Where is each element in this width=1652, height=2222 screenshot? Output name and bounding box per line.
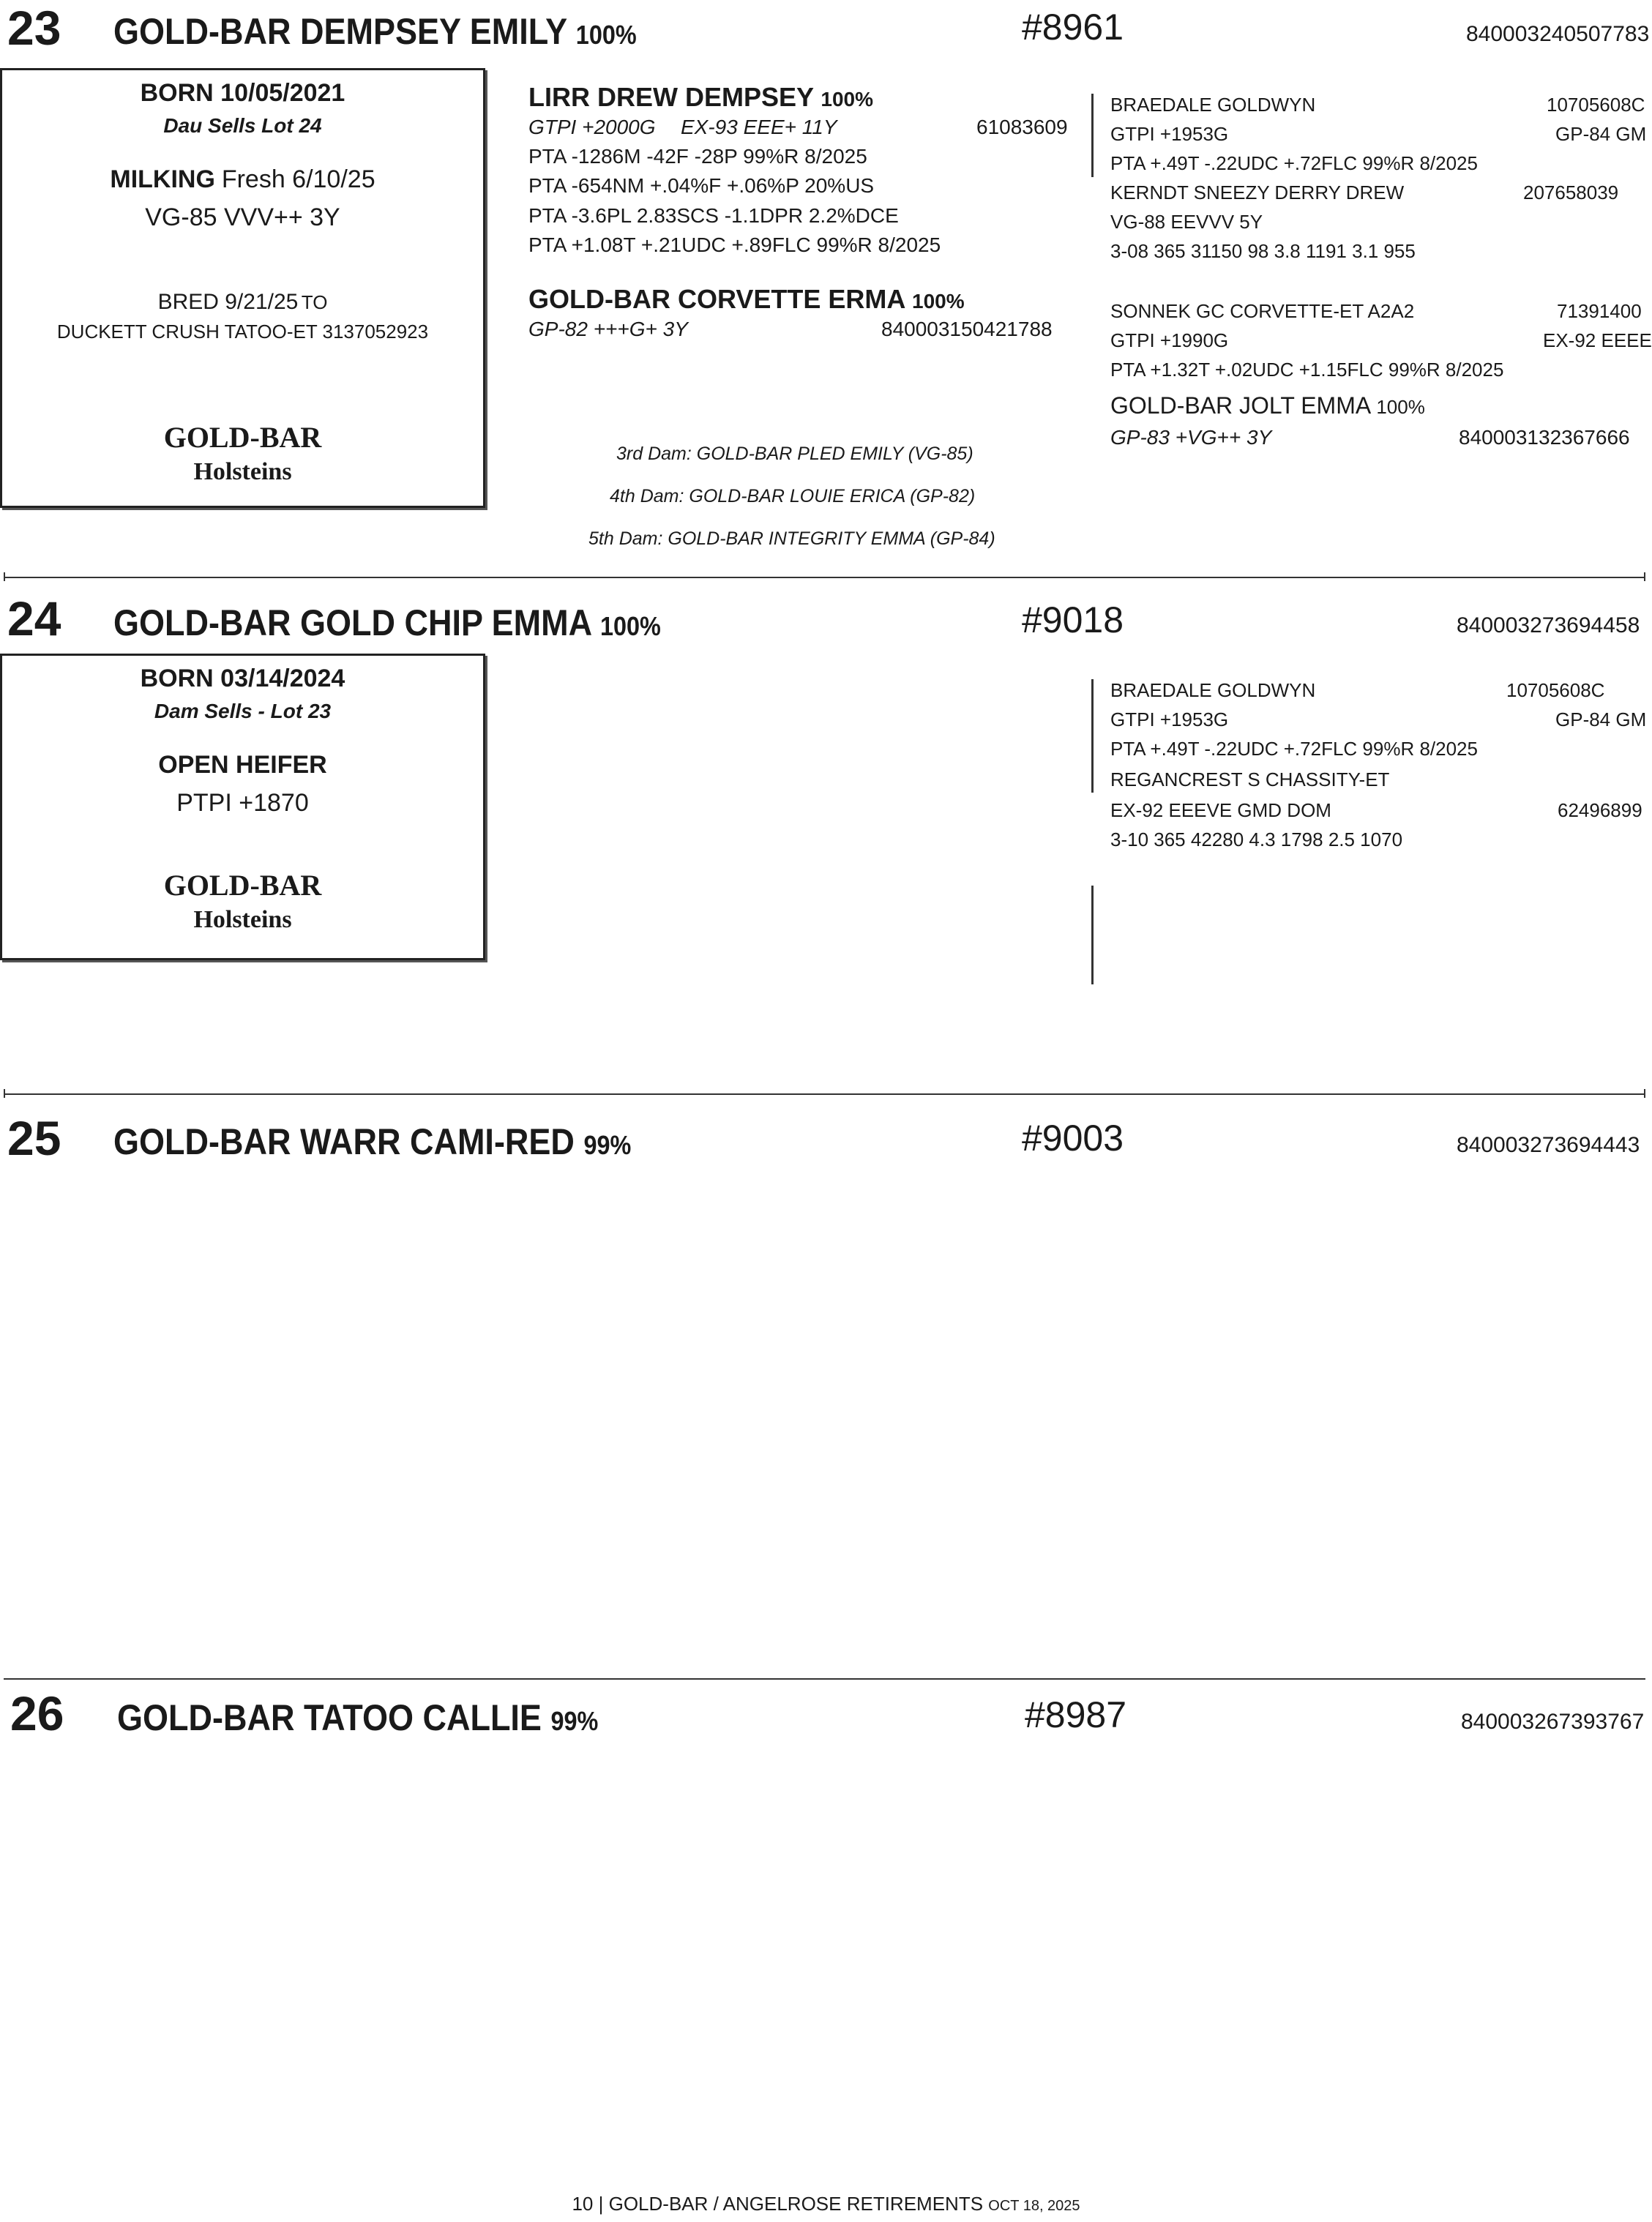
bred-label: BRED 9/21/25 [157,290,299,314]
lot-name [113,13,637,50]
lot-name [117,1699,598,1736]
dam-classification: GP-82 +++G+ 3Y [528,318,688,340]
sire-gtpi: GTPI +2000G [528,116,656,138]
paternal-grandsire-reg: 10705608C [1547,94,1645,116]
lot-rfid: 840003273694458 [1457,613,1640,637]
lot-percent: 99% [583,1130,632,1160]
lot-name-text: GOLD-BAR WARR CAMI-RED [113,1121,575,1162]
milking-label: MILKING [110,165,215,193]
divider-tick [4,1089,5,1098]
sire-classification: EX-93 EEE+ 11Y [681,116,837,138]
farm-logo-subtitle: Holsteins [193,458,292,485]
born-date: BORN 03/14/2024 [140,665,345,692]
dam-name [528,284,965,315]
lot-note: Dau Sells Lot 24 [163,114,322,137]
farm-logo-subtitle: Holsteins [193,906,292,933]
maternal-grandsire-pta: PTA +1.32T +.02UDC +1.15FLC 99%R 8/2025 [1110,359,1504,381]
lot-rfid: 840003240507783 [1466,22,1650,46]
paternal-grandsire-pta: PTA +.49T -.22UDC +.72FLC 99%R 8/2025 [1110,738,1478,760]
pedigree-bracket [1091,94,1094,177]
bred-to: TO [301,291,328,313]
lot-note: Dam Sells - Lot 23 [154,700,332,722]
maternal-grandsire-reg: 71391400 [1557,300,1642,322]
fourth-dam: 4th Dam: GOLD-BAR LOUIE ERICA (GP-82) [610,486,976,506]
lot-name-text: GOLD-BAR TATOO CALLIE [117,1697,542,1738]
paternal-grandsire: BRAEDALE GOLDWYN [1110,679,1316,701]
footer-title: GOLD-BAR / ANGELROSE RETIREMENTS [608,2193,984,2215]
paternal-granddam: REGANCREST S CHASSITY-ET [1110,768,1390,790]
dam-percent: 100% [912,290,965,313]
lot-name [113,1123,631,1160]
paternal-granddam-record: 3-08 365 31150 98 3.8 1191 3.1 955 [1110,240,1416,262]
bred-sire: DUCKETT CRUSH TATOO-ET 3137052923 [56,321,429,343]
maternal-granddam-name: GOLD-BAR JOLT EMMA [1110,392,1370,419]
paternal-grandsire-reg: 10705608C [1506,679,1605,701]
section-divider [4,1093,1645,1095]
fifth-dam: 5th Dam: GOLD-BAR INTEGRITY EMMA (GP-84) [588,528,995,549]
paternal-grandsire-gtpi: GTPI +1953G [1110,123,1229,145]
sire-name [528,82,873,113]
sire-percent: 100% [821,88,874,111]
section-divider [4,1678,1645,1680]
milking-line [2,165,483,194]
paternal-granddam-reg: 62496899 [1558,799,1642,821]
lot-number: 25 [7,1111,61,1165]
maternal-granddam-rfid: 840003132367666 [1459,426,1630,449]
maternal-grandsire-class: EX-92 EEEE [1543,329,1652,351]
paternal-grandsire-gtpi: GTPI +1953G [1110,708,1229,730]
dam-rfid: 840003150421788 [881,318,1053,340]
section-divider [4,577,1645,578]
maternal-grandsire: SONNEK GC CORVETTE-ET A2A2 [1110,300,1415,322]
footer-date: OCT 18, 2025 [988,2198,1080,2214]
lot-tag: #8961 [1022,7,1124,48]
sire-name-text: LIRR DREW DEMPSEY [528,82,814,112]
sire-pta-4: PTA +1.08T +.21UDC +.89FLC 99%R 8/2025 [528,233,941,256]
paternal-granddam-class: EX-92 EEEVE GMD DOM [1110,799,1331,821]
lot-tag: #8987 [1025,1694,1127,1735]
sire-pta-1: PTA -1286M -42F -28P 99%R 8/2025 [528,145,867,168]
sire-registration: 61083609 [976,116,1068,138]
page-number: 10 [572,2193,594,2215]
third-dam: 3rd Dam: GOLD-BAR PLED EMILY (VG-85) [616,444,973,464]
dam-name-text: GOLD-BAR CORVETTE ERMA [528,284,905,314]
bred-line [2,290,483,315]
paternal-grandsire-class: GP-84 GM [1555,123,1647,145]
maternal-granddam-percent: 100% [1376,396,1425,418]
classification: VG-85 VVV++ 3Y [145,203,340,231]
farm-logo-name: GOLD-BAR [163,869,322,902]
paternal-grandsire-pta: PTA +.49T -.22UDC +.72FLC 99%R 8/2025 [1110,152,1478,174]
lot-percent: 99% [550,1706,599,1736]
heifer-status: OPEN HEIFER [158,751,327,779]
ptpi-value: PTPI +1870 [176,789,309,817]
lot-rfid: 840003267393767 [1461,1710,1645,1734]
paternal-granddam: KERNDT SNEEZY DERRY DREW [1110,182,1405,203]
footer-divider: | [598,2193,604,2215]
farm-logo-name: GOLD-BAR [163,421,322,454]
lot-percent: 100% [575,20,637,50]
pedigree-bracket [1091,886,1094,984]
paternal-grandsire: BRAEDALE GOLDWYN [1110,94,1316,116]
maternal-granddam-class: GP-83 +VG++ 3Y [1110,426,1272,449]
lot-name [113,602,661,643]
divider-tick [1644,572,1645,581]
paternal-granddam-reg: 207658039 [1523,182,1619,203]
pedigree-bracket [1091,679,1094,793]
lot-info-box [0,68,485,508]
sire-pta-3: PTA -3.6PL 2.83SCS -1.1DPR 2.2%DCE [528,204,899,227]
maternal-granddam [1110,392,1425,419]
lot-rfid: 840003273694443 [1457,1133,1640,1157]
lot-info-box [0,654,485,960]
divider-tick [4,572,5,581]
lot-name-text: GOLD-BAR DEMPSEY EMILY [113,11,567,52]
lot-name-text: GOLD-BAR GOLD CHIP EMMA [113,602,591,643]
paternal-grandsire-class: GP-84 GM [1555,708,1647,730]
maternal-grandsire-gtpi: GTPI +1990G [1110,329,1229,351]
sire-pta-2: PTA -654NM +.04%F +.06%P 20%US [528,174,875,197]
paternal-granddam-record: 3-10 365 42280 4.3 1798 2.5 1070 [1110,828,1403,850]
lot-tag: #9018 [1022,599,1124,640]
divider-tick [1644,1089,1645,1098]
milking-value: Fresh 6/10/25 [221,165,375,193]
lot-number: 24 [7,591,61,646]
lot-percent: 100% [600,611,661,641]
born-date: BORN 10/05/2021 [140,79,345,107]
page-footer [0,2193,1652,2215]
lot-tag: #9003 [1022,1118,1124,1159]
lot-number: 23 [7,1,61,55]
paternal-granddam-class: VG-88 EEVVV 5Y [1110,211,1263,233]
lot-number: 26 [10,1686,64,1740]
